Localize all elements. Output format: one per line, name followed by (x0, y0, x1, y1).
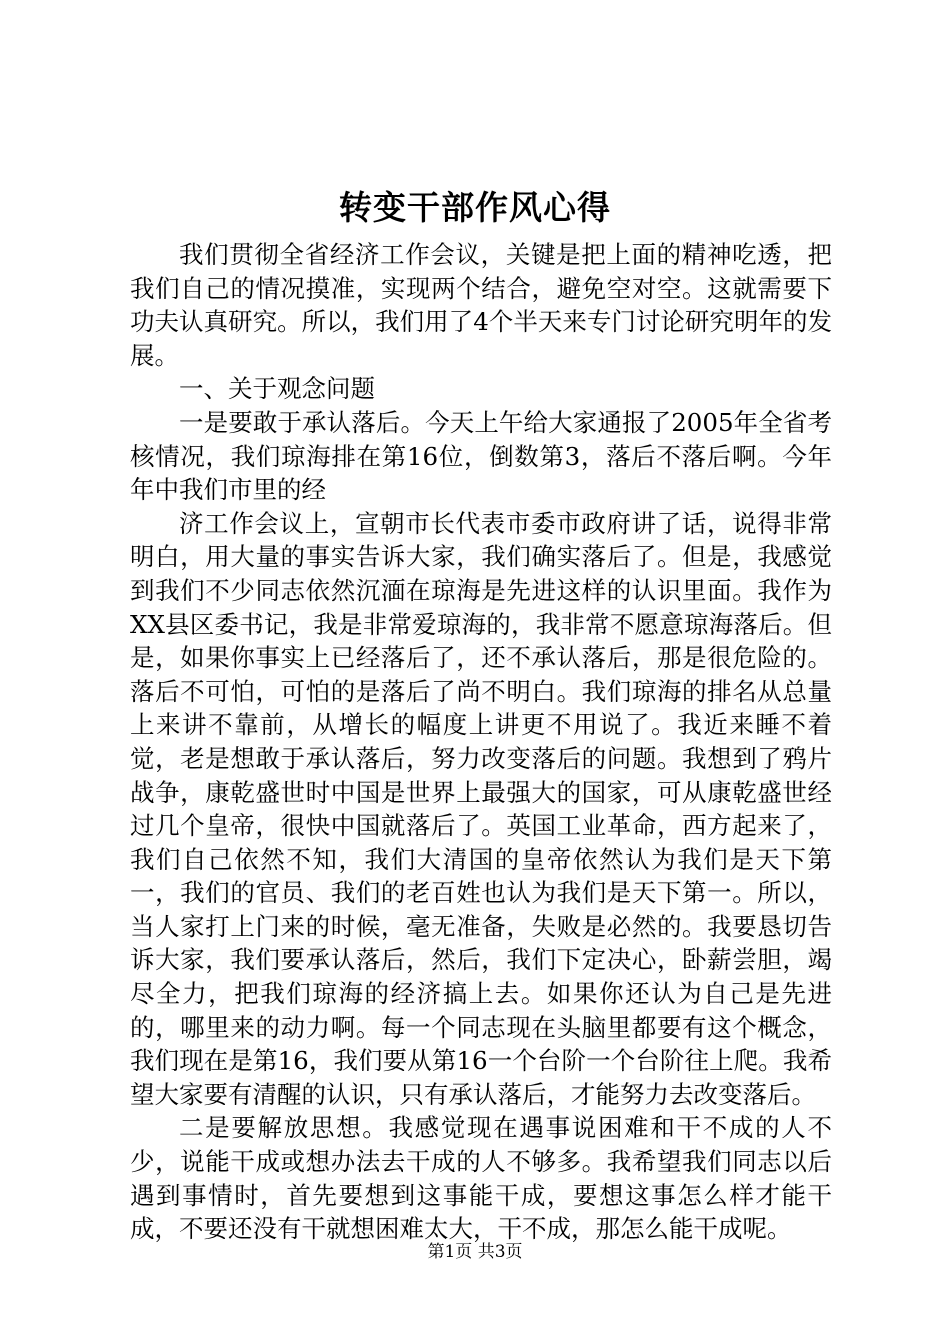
page-number-footer: 第1页 共3页 (427, 1242, 523, 1262)
body-paragraph: 济工作会议上，宣朝市长代表市委市政府讲了话，说得非常明白，用大量的事实告诉大家，我们确实落后了。但是，我感觉到我们不少同志依然沉湎在琼海是先进这样的认识里面。我作为XX县区委书记，我是非常爱琼海的，我非常不愿意琼海落后。但是，如果你事实上已经落后了，还不承认落后，那是很危险的。落后不可怕，可怕的是落后了尚不明白。我们琼海的排名从总量上来讲不靠前，从增长的幅度上讲更不用说了。我近来睡不着觉，老是想敢于承认落后，努力改变落后的问题。我想到了鸦片战争，康乾盛世时中国是世界上最强大的国家，可从康乾盛世经过几个皇帝，很快中国就落后了。英国工业革命，西方起来了，我们自己依然不知，我们大清国的皇帝依然认为我们是天下第一，我们的官员、我们的老百姓也认为我们是天下第一。所以，当人家打上门来的时候，毫无准备，失败是必然的。我要恳切告诉大家，我们要承认落后，然后，我们下定决心，卧薪尝胆，竭尽全力，把我们琼海的经济搞上去。如果你还认为自己是先进的，哪里来的动力啊。每一个同志现在头脑里都要有这个概念，我们现在是第16，我们要从第16一个台阶一个台阶往上爬。我希望大家要有清醒的认识，只有承认落后，才能努力去改变落后。 (130, 508, 832, 1109)
body-paragraph: 二是要解放思想。我感觉现在遇事说困难和干不成的人不少，说能干成或想办法去干成的人不够多。我希望我们同志以后遇到事情时，首先要想到这事能干成，要想这事怎么样才能干成，不要还没有干就想困难太大，干不成，那怎么能干成呢。 (130, 1113, 832, 1244)
section-heading: 一、关于观念问题 (179, 374, 375, 404)
body-paragraph: 一是要敢于承认落后。今天上午给大家通报了2005年全省考核情况，我们琼海排在第16位，倒数第3，落后不落后啊。今年年中我们市里的经 (130, 407, 832, 505)
document-body (130, 238, 832, 1246)
document-title: 转变干部作风心得 (339, 188, 611, 227)
body-paragraph: 我们贯彻全省经济工作会议，关键是把上面的精神吃透，把我们自己的情况摸准，实现两个结合，避免空对空。这就需要下功夫认真研究。所以，我们用了4个半天来专门讨论研究明年的发展。 (130, 240, 832, 370)
